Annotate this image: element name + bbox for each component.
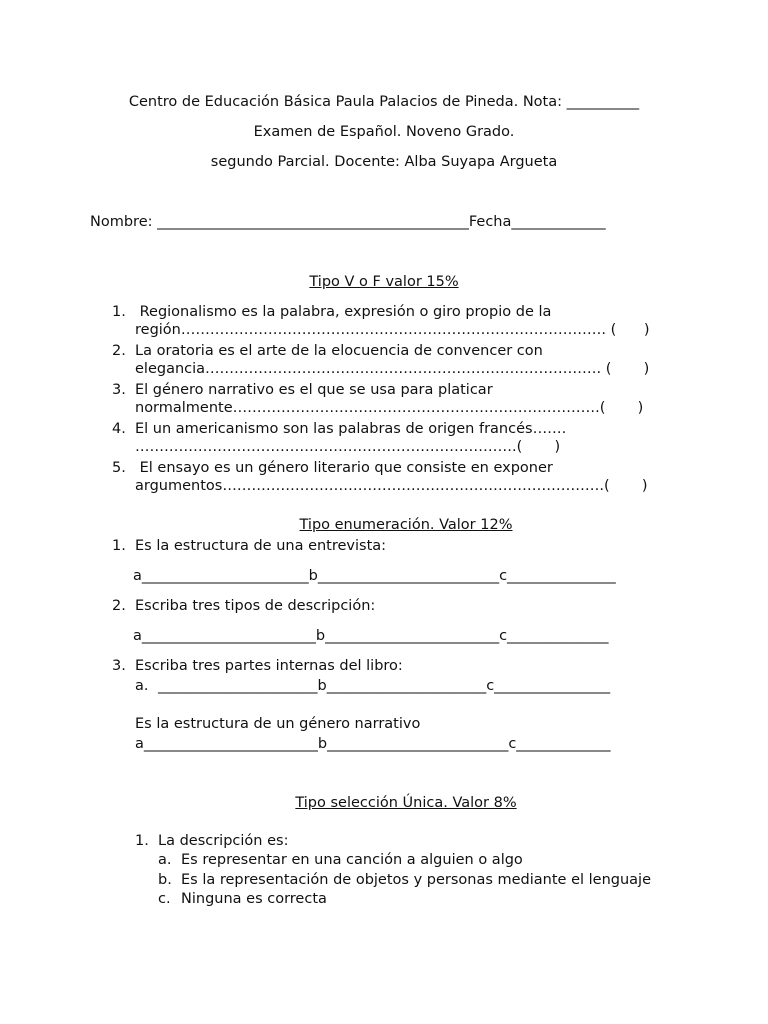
sel-q1-number: 1. [135,833,149,849]
enum-q1-answer-line[interactable]: a_______________________b_________________________c_______________ [133,568,616,584]
vf-item-text: normalmente………………………………………………………………….( ) [135,400,644,416]
vf-item-text: El género narrativo es el que se usa para platicar [135,382,493,398]
vf-item-text: Regionalismo es la palabra, expresión o giro propio de la [135,304,552,320]
enum-q4-text: Es la estructura de un género narrativo [135,716,421,732]
section-title-enum: Tipo enumeración. Valor 12% [299,517,513,533]
sel-option-text: Es la representación de objetos y personas mediante el lenguaje [181,872,652,888]
sel-option-text: Es representar en una canción a alguien o algo [181,852,523,868]
enum-q2-number: 2. [112,598,126,614]
enum-q4-answer-line[interactable]: a________________________b_________________________c_____________ [135,736,611,752]
vf-item-number: 4. [112,421,126,437]
exam-subtitle: segundo Parcial. Docente: Alba Suyapa Argueta [210,154,558,170]
vf-item-text: elegancia………………………………………………………………………. ( ) [135,361,650,377]
sel-option-letter: c. [158,891,171,907]
enum-q2-answer-line[interactable]: a________________________b________________________c______________ [133,628,609,644]
school-header: Centro de Educación Básica Paula Palacios de Pineda. Nota: __________ [128,94,640,110]
section-title-vf: Tipo V o F valor 15% [309,274,459,290]
section-title-selection: Tipo selección Única. Valor 8% [295,795,517,811]
sel-option-text: Ninguna es correcta [181,891,327,907]
enum-q1-number: 1. [112,538,126,554]
vf-item-text: El un americanismo son las palabras de origen francés……. [135,421,567,437]
enum-q1-text: Es la estructura de una entrevista: [135,538,387,554]
enum-q2-text: Escriba tres tipos de descripción: [135,598,376,614]
sel-q1-text: La descripción es: [158,833,289,849]
sel-option-letter: b. [158,872,172,888]
vf-item-text: argumentos…………………………………………………………………….( ) [135,478,648,494]
enum-q3-number: 3. [112,658,126,674]
vf-item-text: …………………………………………………………………….( ) [135,439,561,455]
vf-item-number: 2. [112,343,126,359]
enum-q3-sub-letter: a. [135,678,149,694]
name-date-line: Nombre: ___________________________________________Fecha_____________ [90,214,606,230]
exam-title: Examen de Español. Noveno Grado. [253,124,515,140]
vf-item-text: La oratoria es el arte de la elocuencia de convencer con [135,343,543,359]
vf-item-number: 1. [112,304,126,320]
vf-item-number: 5. [112,460,126,476]
enum-q3-text: Escriba tres partes internas del libro: [135,658,403,674]
vf-item-text: El ensayo es un género literario que consiste en exponer [135,460,553,476]
sel-option-letter: a. [158,852,172,868]
vf-item-text: región……………………………………………………………………………. ( ) [135,322,650,338]
enum-q3-answer-line[interactable]: ______________________b______________________c________________ [158,678,611,694]
vf-item-number: 3. [112,382,126,398]
